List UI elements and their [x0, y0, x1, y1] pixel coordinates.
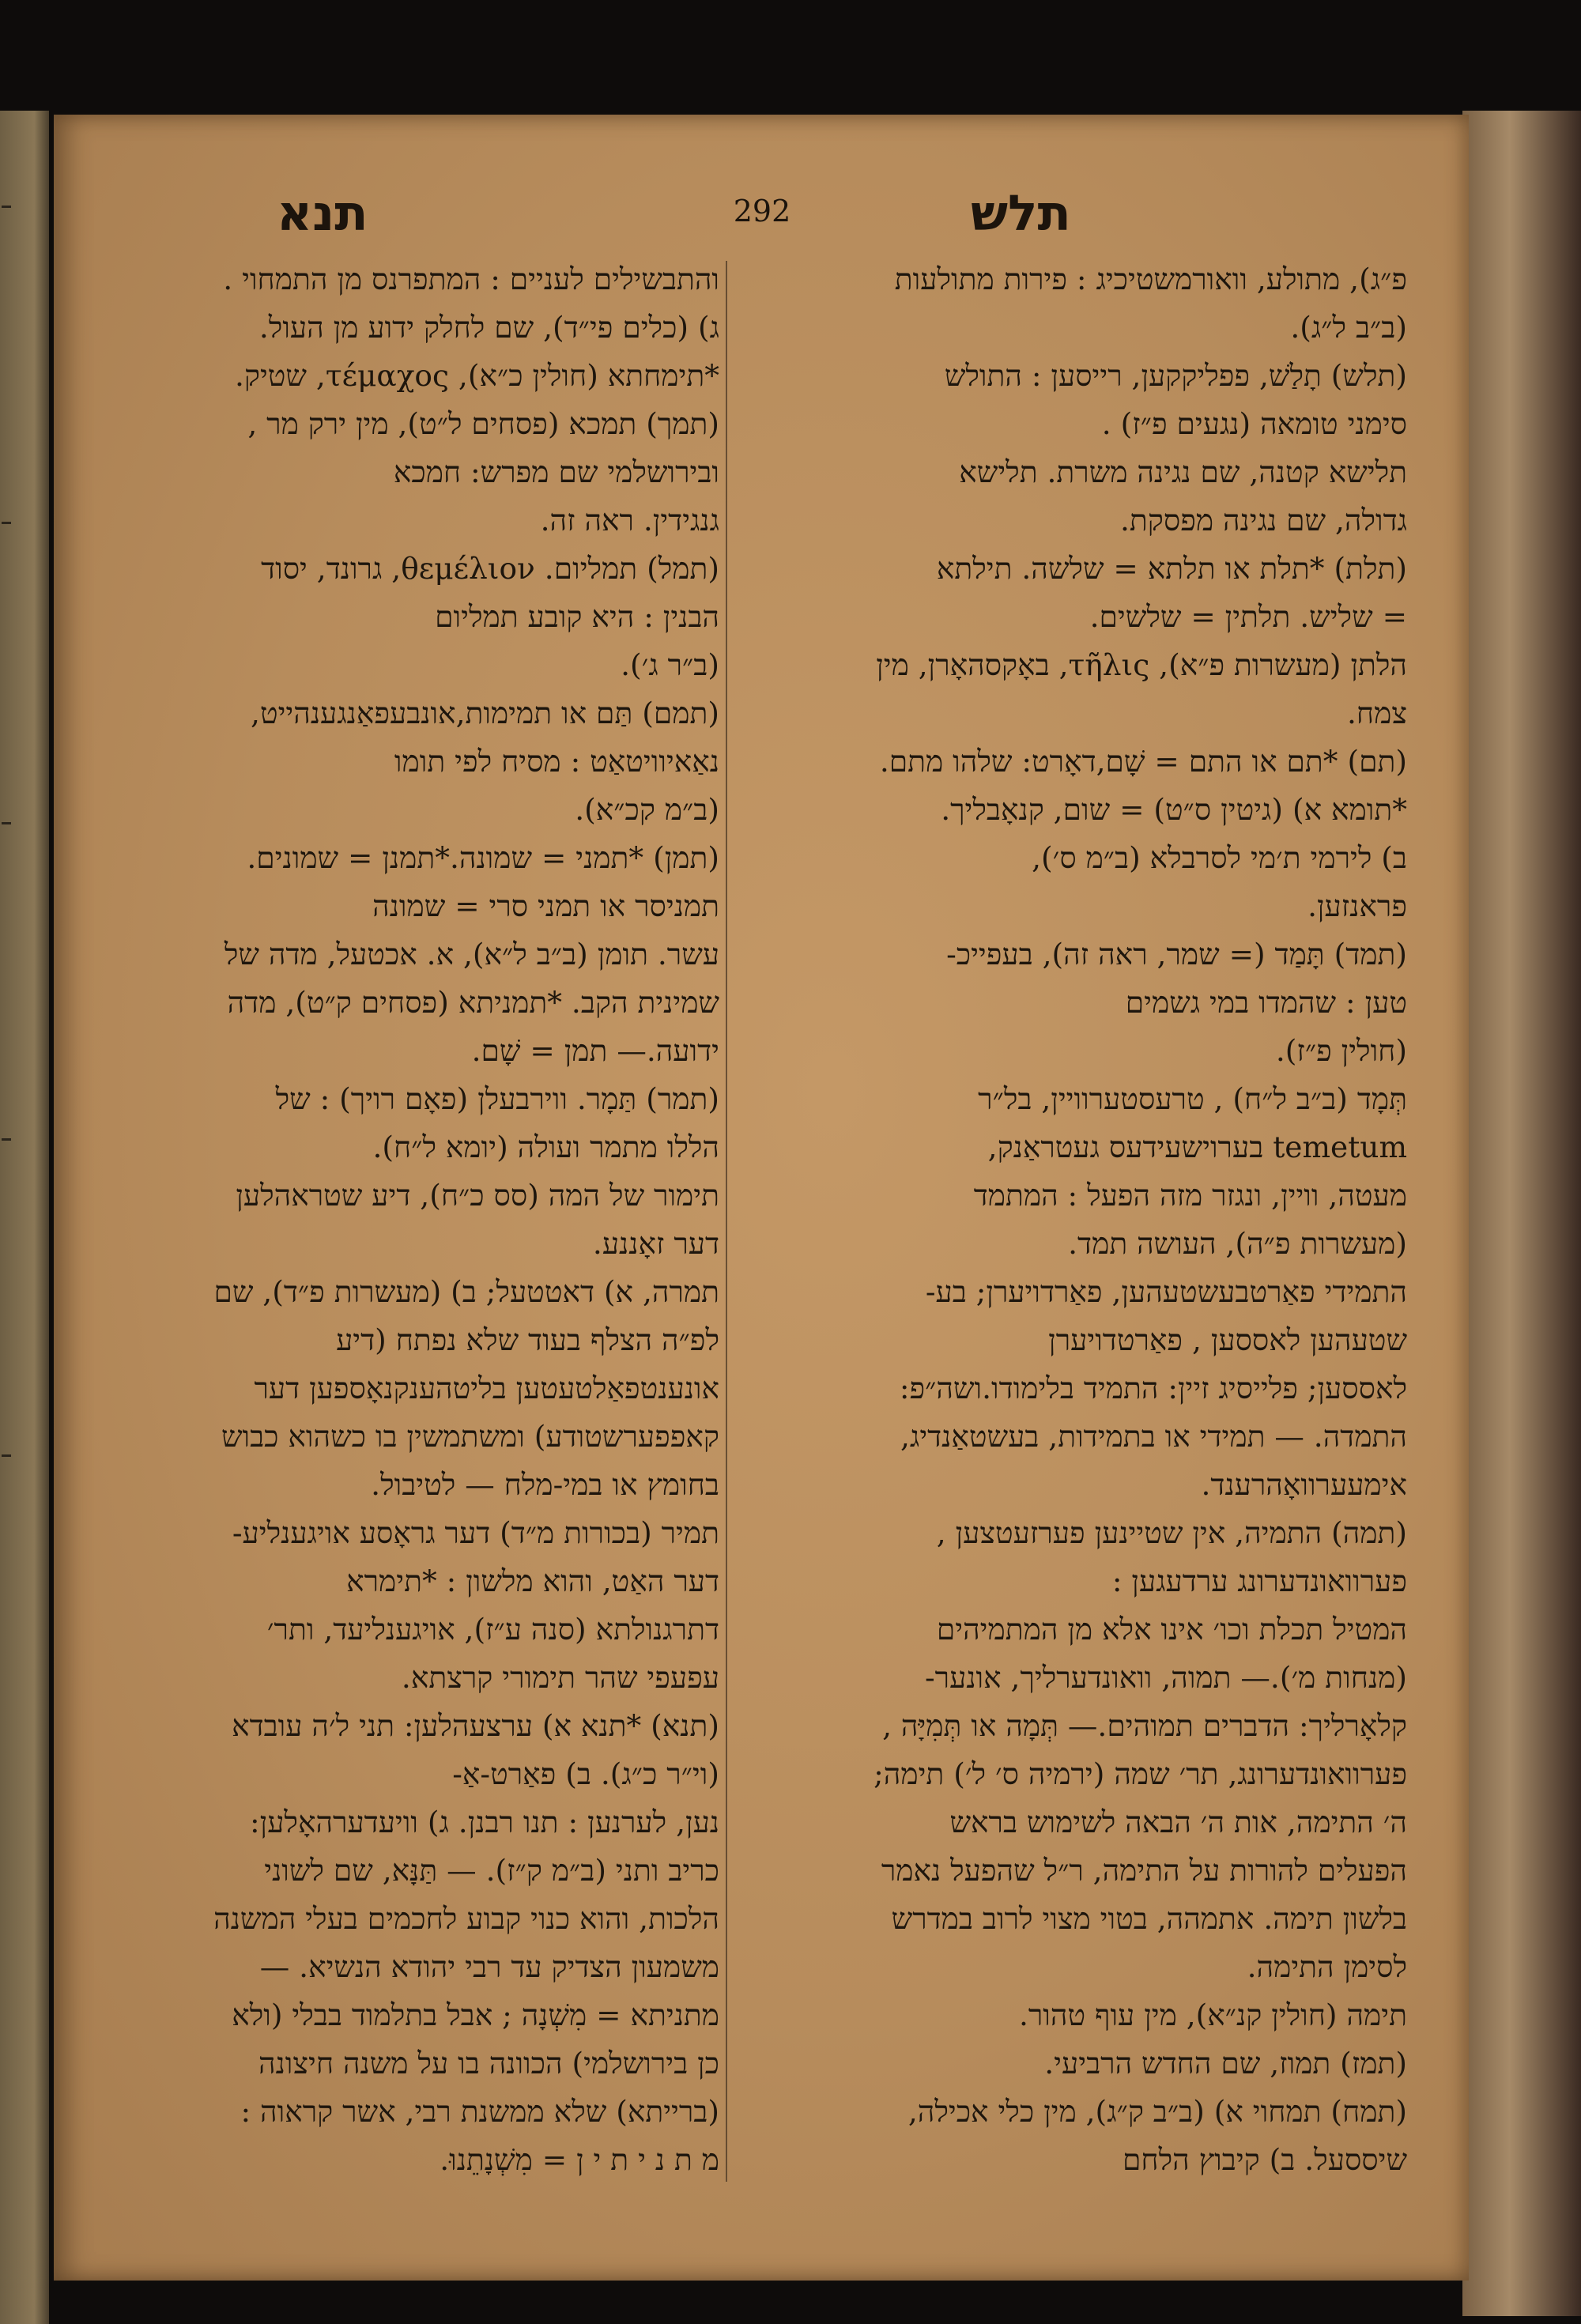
running-head-right: תלש	[971, 184, 1071, 242]
text-line: (תמם) תַּם או תמימות,אונבעפאַנגענהייט,	[251, 696, 719, 730]
text-line: (ב״ר ג׳).	[621, 647, 719, 682]
text-line: דתרגנולתא (סנה ע״ז), אויגענליעד, ותר׳	[266, 1612, 719, 1647]
text-line: כריב ותני (ב״מ ק״ז). — תַּנָּא, שם לשוני	[264, 1853, 719, 1888]
text-line: (תמח) תמחוי א) (ב״ב ק״ג), מין כלי אכילה,	[907, 2094, 1407, 2129]
text-line: עפעפי שהר תימורי קרצתא.	[401, 1660, 719, 1695]
text-line: (תלת) *תלת או תלתא = שלשה. תילתא	[936, 551, 1407, 586]
text-line: מתניתא = מִשְׁנָה ; אבל בתלמוד בבלי (ולא	[232, 1998, 719, 2032]
text-line: לפ״ה הצלף בעוד שלא נפתח (דיע	[336, 1322, 719, 1357]
text-line: (תם) *תם או התם = שָׁם,דאָרט: שלהו מתם.	[879, 744, 1407, 779]
text-line: שטעהען לאססען , פאַרטדויערן	[1048, 1322, 1407, 1357]
text-line: (ב״ב ל״ג).	[1290, 310, 1407, 345]
facing-page-edge	[0, 111, 49, 2324]
text-line: (וי״ר כ״ג). ב) פאַרט-אַ-	[452, 1756, 719, 1791]
book-edge	[1462, 111, 1581, 2316]
text-line: (מנחות מ׳).— תמוה, וואונדערליך, אונער-	[925, 1660, 1407, 1695]
text-line: (תמן) *תמני = שמונה.*תמנן = שמונים.	[247, 840, 719, 875]
text-line: תמרה, א) דאטטעל; ב) (מעשרות פ״ד), שם	[213, 1274, 719, 1309]
page-number: 292	[733, 194, 791, 228]
text-line: והתבשילים לעניים : המתפרנס מן התמחוי .	[223, 262, 719, 296]
text-line: פערוואונדערונג, תר׳ שמה (ירמיה ס׳ ל׳) תימה;	[874, 1756, 1407, 1791]
text-line: ובירושלמי שם מפרש: חמכא	[393, 455, 719, 489]
text-line: מעטה, וויין, ונגזר מזה הפעל : המתמד	[973, 1178, 1407, 1213]
text-line: (ב״מ קכ״א).	[575, 792, 719, 827]
column-divider	[726, 261, 727, 2182]
text-line: שמינית הקב. *תמניתא (פסחים ק״ט), מדה	[227, 985, 719, 1020]
text-line: (תמך) תמכא (פסחים ל״ט), מין ירק מר ,	[247, 406, 719, 441]
text-line: דער האַט, והוא מלשון : *תימרא	[346, 1564, 719, 1598]
text-line: שיססעל. ב) קיבוץ הלחם	[1122, 2142, 1407, 2177]
running-head-left: תנא	[277, 184, 368, 242]
text-line: אונענטפאַלטעטען בליטהענקנאָספען דער	[254, 1371, 719, 1405]
text-line: נאַאיוויטאַט : מסיח לפי תומו	[394, 744, 719, 779]
text-line: (תמל) תמליום. θεμέλιον, גרונד, יסוד	[261, 551, 719, 586]
text-line: התמידי פאַרטבעשטעהען, פאַרדויערן; בע-	[925, 1274, 1407, 1309]
text-line: גדולה, שם נגינה מפסקת.	[1120, 503, 1407, 538]
text-line: טען : שהמדו במי גשמים	[1125, 985, 1407, 1020]
text-line: הבנין : היא קובע תמליום	[435, 599, 719, 634]
text-line: ב) לירמי ת׳מי לסרבלא (ב״מ ס׳),	[1032, 840, 1407, 875]
text-line: תמניסר או תמני סרי = שמונה	[372, 888, 719, 923]
text-line: (תלש) תָלַשׁ, פפליקקען, רייסען : התולש	[944, 358, 1407, 393]
book-page	[54, 115, 1469, 2281]
text-line: תמיר (בכורות מ״ד) דער גראָסע אויגענליע-	[232, 1515, 719, 1550]
text-line: מ ת נ י ת י ן = מִשְׁנָתֵנוּ.	[440, 2142, 719, 2177]
text-line: הפעלים להורות על התימה, ר״ל שהפעל נאמר	[881, 1853, 1407, 1888]
text-line: בלשון תימה. אתמהה, בטוי מצוי לרוב במדרש	[891, 1901, 1407, 1936]
text-line: (ברייתא) שלא ממשנת רבי, אשר קראוה :	[240, 2094, 719, 2129]
text-line: צמח.	[1347, 696, 1407, 730]
text-line: לאססען; פלייסיג זיין: התמיד בלימודו.ושה״פ:	[899, 1371, 1407, 1405]
text-line: המטיל תכלת וכו׳ אינו אלא מן המתמיהים	[936, 1612, 1407, 1647]
text-line: סימני טומאה (נגעים פ״ז) .	[1101, 406, 1407, 441]
text-line: (תמר) תַּמָר. ווירבעלן (פאָם רויך) : של	[275, 1081, 719, 1116]
text-line: *תומא א) (גיטין ס״ט) = שום, קנאָבליך.	[941, 792, 1407, 827]
text-line: ה׳ התימה, אות ה׳ הבאה לשימוש בראש	[949, 1805, 1407, 1839]
text-line: בחומץ או במי-מלח — לטיבול.	[371, 1467, 719, 1502]
text-line: תלישא קטנה, שם נגינה משרת. תלישא	[959, 455, 1407, 489]
text-line: אימעערוואָהרענד.	[1201, 1467, 1407, 1502]
text-line: temetum בערוישעידעס געטראַנק,	[987, 1130, 1407, 1164]
text-line: התמדה. — תמידי או בתמידות, בעשטאַנדיג,	[900, 1419, 1407, 1454]
text-line: (תנא) *תנא א) ערצעהלען: תני ל׳ה עובדא	[232, 1708, 719, 1743]
text-line: *תימחתא (חולין כ״א), τέμαχος, שטיק.	[234, 358, 719, 393]
text-line: עשר. תומן (ב״ב ל״א), א. אכטעל, מדה של	[224, 937, 719, 971]
text-line: תימור של המה (סס כ״ח), דיע שטראהלען	[236, 1178, 719, 1213]
text-line: קלאָרליך: הדברים תמוהים.— תְּמָה או תְּמִיָּה ,	[882, 1708, 1407, 1743]
text-line: ג) (כלים פי״ד), שם לחלק ידוע מן העול.	[258, 310, 719, 345]
right-column	[735, 255, 1407, 2184]
text-line: הללו מתמר ועולה (יומא ל״ח).	[372, 1130, 719, 1164]
text-line: נען, לערנען : תנו רבנן. ג) וויעדערהאָלען:	[250, 1805, 719, 1839]
text-line: (תמה) התמיה, אין שטיינען פערזעטצען ,	[936, 1515, 1407, 1550]
text-line: כן בירושלמי) הכוונה בו על משנה חיצונה	[258, 2046, 719, 2081]
text-line: (תמז) תמוז, שם החדש הרביעי.	[1044, 2046, 1407, 2081]
text-line: גנגידין. ראה זה.	[540, 503, 719, 538]
text-line: ידועה.— תמן = שָׁם.	[471, 1033, 719, 1068]
text-line: פערוואונדערונג ערדעגען :	[1111, 1564, 1407, 1598]
text-line: (תמד) תָּמַד (= שמר, ראה זה), בעפייכ-	[946, 937, 1407, 971]
text-line: פ״ג), מתולע, וואורמשטיכיג : פירות מתולעות	[894, 262, 1407, 296]
text-line: לסימן התימה.	[1247, 1949, 1407, 1984]
text-line: הלכות, והוא כנוי קבוע לחכמים בעלי המשנה	[213, 1901, 719, 1936]
text-line: תימה (חולין קנ״א), מין עוף טהור.	[1018, 1998, 1407, 2032]
text-line: הלתן (מעשרות פ״א), τῆλις, באָקסהאָרן, מין	[876, 647, 1407, 682]
text-line: משמעון הצדיק עד רבי יהודא הנשיא. —	[259, 1949, 719, 1984]
text-line: (חולין פ״ז).	[1275, 1033, 1407, 1068]
text-line: פראנזען.	[1307, 888, 1407, 923]
text-line: תְּמָד (ב״ב ל״ח) , טרעסטערוויין, בל״ר	[978, 1081, 1407, 1116]
text-line: = שליש. תלתין = שלשים.	[1089, 599, 1407, 634]
text-line: (מעשרות פ״ה), העושה תמד.	[1068, 1226, 1407, 1261]
text-line: קאפפערשטודע) ומשתמשין בו כשהוא כבוש	[221, 1419, 719, 1454]
text-line: דער זאָננע.	[592, 1226, 719, 1261]
left-column	[103, 255, 719, 2184]
